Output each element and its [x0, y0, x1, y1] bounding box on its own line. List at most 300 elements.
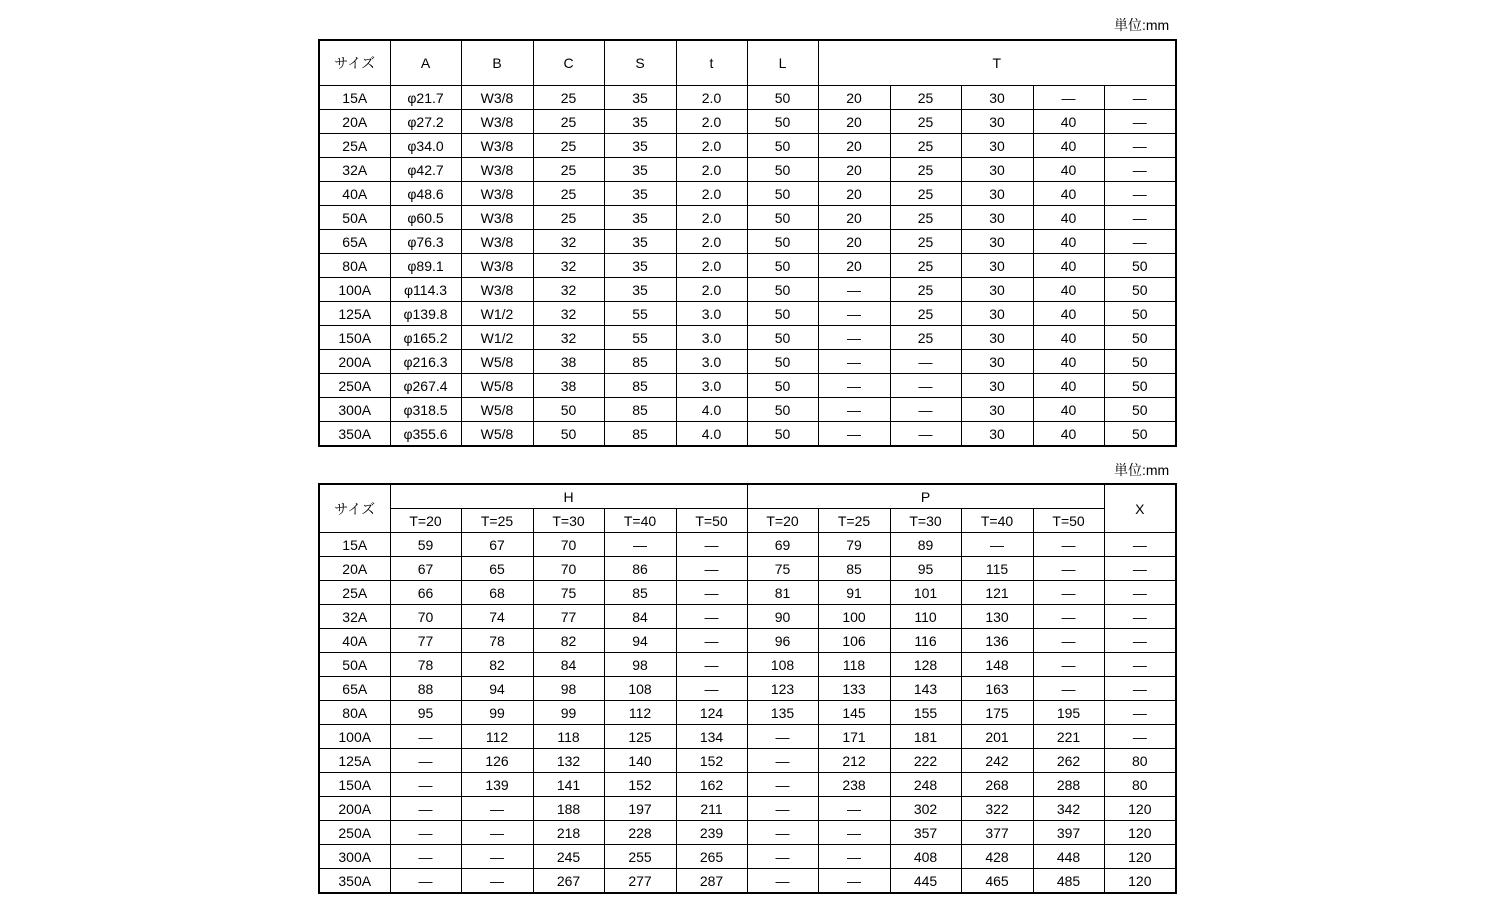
table-cell: 125 — [604, 725, 676, 749]
table-cell: — — [818, 845, 890, 869]
unit-label-bottom: 単位:mm — [1114, 462, 1170, 478]
table-cell: 277 — [604, 869, 676, 894]
table-cell: — — [676, 677, 747, 701]
table-cell: 25 — [533, 134, 604, 158]
table-cell: 77 — [533, 605, 604, 629]
table-cell: φ267.4 — [390, 374, 461, 398]
table-cell: 20 — [818, 110, 890, 134]
row-size-cell: 200A — [319, 350, 390, 374]
table-row — [319, 182, 1176, 206]
table-cell: W3/8 — [461, 86, 533, 110]
header-h-t25: T=25 — [461, 509, 533, 533]
header-p-t40: T=40 — [961, 509, 1033, 533]
table-cell: W5/8 — [461, 350, 533, 374]
table-cell: 86 — [604, 557, 676, 581]
table-row — [319, 278, 1176, 302]
table-row — [319, 869, 1176, 894]
table-cell: 32 — [533, 230, 604, 254]
table-cell: — — [390, 797, 461, 821]
table-cell: — — [747, 821, 818, 845]
table-cell: W3/8 — [461, 254, 533, 278]
table-cell: 3.0 — [676, 302, 747, 326]
table-cell: — — [818, 326, 890, 350]
table-cell: 85 — [604, 350, 676, 374]
table-cell: 50 — [1104, 350, 1176, 374]
table-cell: 50 — [1104, 398, 1176, 422]
table-row — [319, 797, 1176, 821]
table-cell: — — [890, 350, 961, 374]
table-cell: 40 — [1033, 422, 1104, 447]
table-cell: — — [1104, 581, 1176, 605]
row-size-cell: 300A — [319, 845, 390, 869]
table-cell: 40 — [1033, 350, 1104, 374]
header-x: X — [1104, 484, 1176, 533]
table-cell: 85 — [604, 581, 676, 605]
table-cell: — — [1104, 110, 1176, 134]
table-cell: — — [676, 557, 747, 581]
table-cell: 50 — [1104, 278, 1176, 302]
table-cell: 288 — [1033, 773, 1104, 797]
header-p-t20: T=20 — [747, 509, 818, 533]
table-cell: W5/8 — [461, 398, 533, 422]
table-cell: — — [676, 653, 747, 677]
table-cell: 20 — [818, 230, 890, 254]
header-h-t50: T=50 — [676, 509, 747, 533]
table-row — [319, 533, 1176, 557]
table-cell: — — [461, 869, 533, 894]
table-cell: 25 — [890, 302, 961, 326]
table-cell: 2.0 — [676, 206, 747, 230]
table-cell: 195 — [1033, 701, 1104, 725]
table-cell: 95 — [890, 557, 961, 581]
table-cell: 2.0 — [676, 278, 747, 302]
table-cell: — — [390, 749, 461, 773]
table-cell: 106 — [818, 629, 890, 653]
header-p-t50: T=50 — [1033, 509, 1104, 533]
table-cell: — — [1104, 134, 1176, 158]
table-cell: 79 — [818, 533, 890, 557]
row-size-cell: 32A — [319, 158, 390, 182]
table-cell: 25 — [890, 278, 961, 302]
table-cell: 66 — [390, 581, 461, 605]
table-cell: — — [890, 374, 961, 398]
table-cell: W3/8 — [461, 158, 533, 182]
row-size-cell: 150A — [319, 773, 390, 797]
header-h-t30: T=30 — [533, 509, 604, 533]
header-l: L — [747, 40, 818, 86]
header-h-t40: T=40 — [604, 509, 676, 533]
table-cell: — — [1104, 230, 1176, 254]
table-cell: 25 — [890, 230, 961, 254]
table-cell: 65 — [461, 557, 533, 581]
table-row — [319, 254, 1176, 278]
row-size-cell: 65A — [319, 230, 390, 254]
table-row — [319, 350, 1176, 374]
table-cell: φ114.3 — [390, 278, 461, 302]
table-row — [319, 773, 1176, 797]
table-cell: — — [1104, 629, 1176, 653]
table-row — [319, 422, 1176, 447]
table-cell: 218 — [533, 821, 604, 845]
table-cell: 101 — [890, 581, 961, 605]
table-cell: — — [390, 773, 461, 797]
table-cell: W1/2 — [461, 302, 533, 326]
table-cell: 84 — [604, 605, 676, 629]
table-cell: — — [1104, 677, 1176, 701]
table-cell: 35 — [604, 278, 676, 302]
table-row — [319, 701, 1176, 725]
table-header-row — [319, 40, 1176, 86]
table-cell: 50 — [747, 326, 818, 350]
table-cell: — — [961, 533, 1033, 557]
table-cell: 25 — [533, 110, 604, 134]
table-cell: — — [1104, 557, 1176, 581]
table-cell: 50 — [747, 206, 818, 230]
table-cell: 35 — [604, 86, 676, 110]
table-cell: 50 — [747, 374, 818, 398]
table-cell: — — [676, 629, 747, 653]
table-row — [319, 302, 1176, 326]
table-cell: 25 — [533, 182, 604, 206]
table-cell: 2.0 — [676, 158, 747, 182]
table-cell: 30 — [961, 374, 1033, 398]
table-cell: 59 — [390, 533, 461, 557]
table-cell: — — [1033, 629, 1104, 653]
table-cell: 287 — [676, 869, 747, 894]
table-cell: 40 — [1033, 206, 1104, 230]
table-cell: — — [390, 725, 461, 749]
table-cell: — — [390, 821, 461, 845]
table-cell: 85 — [604, 374, 676, 398]
table-cell: 94 — [461, 677, 533, 701]
table-cell: φ27.2 — [390, 110, 461, 134]
table-cell: W5/8 — [461, 374, 533, 398]
table-cell: 38 — [533, 350, 604, 374]
table-row — [319, 845, 1176, 869]
table-cell: — — [818, 398, 890, 422]
header-t-length: T — [818, 40, 1176, 86]
dimension-table-1 — [318, 39, 1177, 447]
header-p-group: P — [747, 484, 1104, 509]
table-cell: 377 — [961, 821, 1033, 845]
table-cell: 81 — [747, 581, 818, 605]
table-cell: 25 — [890, 326, 961, 350]
table-row — [319, 230, 1176, 254]
table-cell: 75 — [533, 581, 604, 605]
table-cell: 67 — [461, 533, 533, 557]
table-cell: W1/2 — [461, 326, 533, 350]
table-cell: 238 — [818, 773, 890, 797]
table-cell: 50 — [747, 422, 818, 447]
table-cell: 3.0 — [676, 374, 747, 398]
table-cell: W5/8 — [461, 422, 533, 447]
table-cell: 98 — [604, 653, 676, 677]
table-cell: 85 — [604, 422, 676, 447]
table-cell: 99 — [533, 701, 604, 725]
header-s: S — [604, 40, 676, 86]
table-cell: — — [390, 845, 461, 869]
table-cell: 130 — [961, 605, 1033, 629]
row-size-cell: 125A — [319, 302, 390, 326]
table-cell: 120 — [1104, 869, 1176, 894]
table-cell: 50 — [747, 86, 818, 110]
table-cell: 152 — [604, 773, 676, 797]
table-cell: 20 — [818, 134, 890, 158]
table-cell: 50 — [533, 422, 604, 447]
table-cell: W3/8 — [461, 110, 533, 134]
table-cell: 50 — [747, 398, 818, 422]
table-cell: 85 — [604, 398, 676, 422]
table-row — [319, 326, 1176, 350]
table-cell: — — [747, 749, 818, 773]
table-cell: 248 — [890, 773, 961, 797]
table-cell: 68 — [461, 581, 533, 605]
table-cell: 262 — [1033, 749, 1104, 773]
table-row — [319, 398, 1176, 422]
table-cell: φ76.3 — [390, 230, 461, 254]
table-cell: 242 — [961, 749, 1033, 773]
row-size-cell: 15A — [319, 533, 390, 557]
row-size-cell: 25A — [319, 581, 390, 605]
table-cell: 35 — [604, 110, 676, 134]
header-t-thickness: t — [676, 40, 747, 86]
table-cell: 82 — [533, 629, 604, 653]
table-cell: 3.0 — [676, 326, 747, 350]
table-cell: 3.0 — [676, 350, 747, 374]
table-cell: 120 — [1104, 845, 1176, 869]
table-cell: 30 — [961, 302, 1033, 326]
table-cell: — — [1104, 182, 1176, 206]
table-cell: φ216.3 — [390, 350, 461, 374]
table-cell: 90 — [747, 605, 818, 629]
table-cell: 30 — [961, 326, 1033, 350]
table-cell: — — [1104, 533, 1176, 557]
table-cell: — — [1104, 653, 1176, 677]
unit-label-top: 単位:mm — [1114, 17, 1170, 33]
table-cell: — — [747, 845, 818, 869]
table-cell: 40 — [1033, 278, 1104, 302]
table-cell: 40 — [1033, 398, 1104, 422]
table-cell: — — [676, 605, 747, 629]
table-cell: 40 — [1033, 230, 1104, 254]
table-cell: 50 — [1104, 422, 1176, 447]
table-cell: 116 — [890, 629, 961, 653]
table-cell: 35 — [604, 134, 676, 158]
table-cell: 136 — [961, 629, 1033, 653]
row-size-cell: 40A — [319, 629, 390, 653]
table-cell: 135 — [747, 701, 818, 725]
table-cell: 40 — [1033, 134, 1104, 158]
table-cell: 20 — [818, 86, 890, 110]
row-size-cell: 32A — [319, 605, 390, 629]
table-cell: 40 — [1033, 302, 1104, 326]
table-cell: 133 — [818, 677, 890, 701]
table-cell: 84 — [533, 653, 604, 677]
table-subheader-row — [319, 509, 1176, 533]
table-cell: 50 — [747, 350, 818, 374]
table-row — [319, 677, 1176, 701]
row-size-cell: 50A — [319, 653, 390, 677]
table-row — [319, 749, 1176, 773]
table-cell: — — [1033, 653, 1104, 677]
table-cell: — — [1104, 86, 1176, 110]
table-cell: 121 — [961, 581, 1033, 605]
table-cell: 448 — [1033, 845, 1104, 869]
table-cell: — — [461, 797, 533, 821]
table-cell: 25 — [890, 110, 961, 134]
table-cell: 140 — [604, 749, 676, 773]
dimension-table-2 — [318, 483, 1177, 894]
table-cell: φ60.5 — [390, 206, 461, 230]
row-size-cell: 100A — [319, 278, 390, 302]
table-cell: 32 — [533, 254, 604, 278]
table-cell: 77 — [390, 629, 461, 653]
table-row — [319, 653, 1176, 677]
table-cell: 89 — [890, 533, 961, 557]
table-cell: — — [1033, 533, 1104, 557]
table-cell: 85 — [818, 557, 890, 581]
table-row — [319, 86, 1176, 110]
table-cell: 25 — [533, 206, 604, 230]
table-cell: φ89.1 — [390, 254, 461, 278]
table-cell: 67 — [390, 557, 461, 581]
table-cell: 25 — [890, 86, 961, 110]
table-cell: φ139.8 — [390, 302, 461, 326]
table-cell: 197 — [604, 797, 676, 821]
table-cell: 2.0 — [676, 110, 747, 134]
table-cell: 268 — [961, 773, 1033, 797]
table-cell: W3/8 — [461, 230, 533, 254]
table-cell: 50 — [1104, 302, 1176, 326]
table-cell: 108 — [747, 653, 818, 677]
table-cell: 78 — [390, 653, 461, 677]
table-cell: 50 — [747, 278, 818, 302]
table-cell: 188 — [533, 797, 604, 821]
table-cell: 267 — [533, 869, 604, 894]
table-cell: — — [604, 533, 676, 557]
table-cell: 80 — [1104, 773, 1176, 797]
table-cell: 74 — [461, 605, 533, 629]
table-cell: 163 — [961, 677, 1033, 701]
table-cell: W3/8 — [461, 182, 533, 206]
table-cell: 55 — [604, 326, 676, 350]
row-size-cell: 15A — [319, 86, 390, 110]
table-cell: 211 — [676, 797, 747, 821]
table-cell: 55 — [604, 302, 676, 326]
table-cell: 40 — [1033, 182, 1104, 206]
table-cell: — — [747, 869, 818, 894]
row-size-cell: 350A — [319, 869, 390, 894]
table-row — [319, 725, 1176, 749]
table-row — [319, 374, 1176, 398]
table-cell: 50 — [747, 110, 818, 134]
table-cell: 397 — [1033, 821, 1104, 845]
table-cell: 221 — [1033, 725, 1104, 749]
row-size-cell: 20A — [319, 110, 390, 134]
table-cell: 171 — [818, 725, 890, 749]
table-cell: 112 — [461, 725, 533, 749]
table-cell: 118 — [818, 653, 890, 677]
header-size: サイズ — [319, 484, 390, 533]
table-cell: 70 — [390, 605, 461, 629]
table-cell: 120 — [1104, 821, 1176, 845]
row-size-cell: 250A — [319, 821, 390, 845]
table-cell: 25 — [890, 182, 961, 206]
table-cell: 322 — [961, 797, 1033, 821]
table-cell: 2.0 — [676, 134, 747, 158]
table-cell: 141 — [533, 773, 604, 797]
table-cell: 25 — [533, 86, 604, 110]
table-cell: 20 — [818, 182, 890, 206]
table-cell: 50 — [747, 254, 818, 278]
table-row — [319, 110, 1176, 134]
table-cell: 35 — [604, 206, 676, 230]
table-cell: — — [818, 374, 890, 398]
table-cell: 255 — [604, 845, 676, 869]
table-cell: 30 — [961, 182, 1033, 206]
table-cell: 98 — [533, 677, 604, 701]
table-cell: — — [818, 422, 890, 447]
table-cell: 222 — [890, 749, 961, 773]
table-row — [319, 158, 1176, 182]
table-cell: — — [747, 797, 818, 821]
table-cell: 128 — [890, 653, 961, 677]
table-cell: 30 — [961, 158, 1033, 182]
table-cell: 32 — [533, 278, 604, 302]
table-cell: 408 — [890, 845, 961, 869]
table-cell: 30 — [961, 422, 1033, 447]
table-cell: 152 — [676, 749, 747, 773]
table-cell: 145 — [818, 701, 890, 725]
table-cell: 30 — [961, 110, 1033, 134]
table-row — [319, 206, 1176, 230]
header-p-t25: T=25 — [818, 509, 890, 533]
table-cell: 40 — [1033, 326, 1104, 350]
table-cell: 50 — [533, 398, 604, 422]
table-cell: W3/8 — [461, 206, 533, 230]
table-cell: — — [747, 773, 818, 797]
row-size-cell: 25A — [319, 134, 390, 158]
table-cell: 30 — [961, 86, 1033, 110]
table-cell: 201 — [961, 725, 1033, 749]
table-cell: 155 — [890, 701, 961, 725]
table-cell: 35 — [604, 254, 676, 278]
table-cell: 25 — [890, 158, 961, 182]
table-cell: 181 — [890, 725, 961, 749]
table-cell: 2.0 — [676, 254, 747, 278]
table-row — [319, 557, 1176, 581]
table-cell: — — [1033, 86, 1104, 110]
table-cell: 143 — [890, 677, 961, 701]
table-cell: 96 — [747, 629, 818, 653]
table-cell: 30 — [961, 134, 1033, 158]
table-cell: — — [818, 869, 890, 894]
table-cell: — — [747, 725, 818, 749]
table-cell: — — [1104, 158, 1176, 182]
table-cell: 94 — [604, 629, 676, 653]
table-cell: 162 — [676, 773, 747, 797]
table-cell: 342 — [1033, 797, 1104, 821]
table-cell: — — [676, 533, 747, 557]
table-cell: 25 — [533, 158, 604, 182]
header-h-t20: T=20 — [390, 509, 461, 533]
table-cell: 25 — [890, 206, 961, 230]
table-cell: 30 — [961, 230, 1033, 254]
table-group-header-row — [319, 484, 1176, 509]
table-cell: 108 — [604, 677, 676, 701]
table-cell: — — [818, 821, 890, 845]
table-cell: 148 — [961, 653, 1033, 677]
